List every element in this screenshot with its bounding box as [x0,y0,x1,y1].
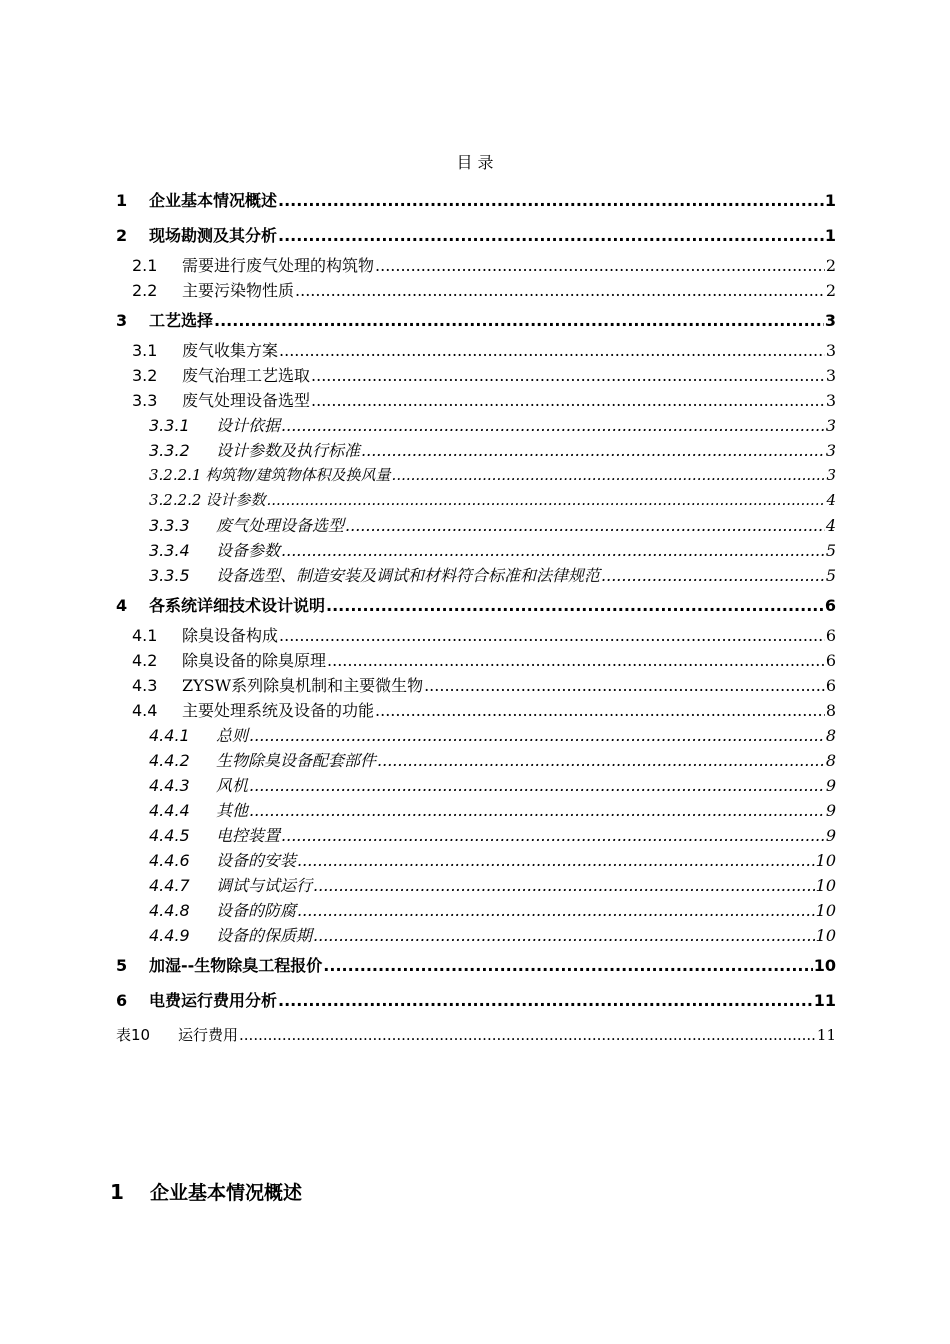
toc-entry-page: 5 [825,541,836,560]
toc-entry-number: 3 [116,311,128,330]
toc-entry-title: 企业基本情况概述 [149,191,278,210]
toc-entry-page: 4 [826,491,836,509]
toc-entry-page: 9 [825,776,836,795]
toc-entry-title: 废气收集方案 [182,341,279,360]
toc-entry-number: 3.3.4 [149,541,190,560]
toc-leader-dots [214,303,824,338]
toc-entry-number: 3.2 [132,366,158,385]
toc-entry[interactable] [116,798,836,823]
toc-entry-title: ZYSW系列除臭机制和主要微生物 [182,676,424,695]
table-of-contents [116,183,836,1053]
toc-entry-page: 1 [824,191,836,210]
toc-entry-number: 4.4 [132,701,158,720]
toc-entry[interactable] [116,673,836,698]
toc-entry[interactable] [116,463,836,488]
toc-entry-title: 需要进行废气处理的构筑物 [182,256,375,275]
toc-leader-dots [281,538,825,563]
toc-entry[interactable] [116,488,836,513]
toc-entry[interactable] [116,218,836,253]
toc-entry[interactable] [116,278,836,303]
toc-entry-number: 4.1 [132,626,158,645]
toc-entry-page: 11 [816,1026,836,1044]
toc-entry-title: 设计参数 [205,491,266,509]
toc-entry-number: 3.3.5 [149,566,190,585]
toc-entry-page: 3 [825,341,836,360]
toc-leader-dots [424,673,825,698]
section-heading [110,1178,302,1205]
toc-entry-number: 2.2 [132,281,158,300]
toc-entry-title: 现场勘测及其分析 [149,226,278,245]
toc-entry-number: 2.1 [132,256,158,275]
toc-entry-page: 6 [825,676,836,695]
toc-leader-dots [281,823,825,848]
toc-entry-title: 废气治理工艺选取 [182,366,311,385]
toc-entry-number: 4.4.3 [149,776,190,795]
toc-entry[interactable] [116,723,836,748]
toc-entry-page: 6 [825,651,836,670]
toc-entry-title: 构筑物/建筑物体积及换风量 [205,466,391,484]
toc-entry[interactable] [116,303,836,338]
toc-entry-title: 设计依据 [216,416,281,435]
toc-entry-page: 8 [825,751,836,770]
toc-entry-title: 调试与试运行 [216,876,313,895]
toc-leader-dots [313,873,815,898]
toc-entry[interactable] [116,823,836,848]
toc-leader-dots [601,563,825,588]
toc-entry[interactable] [116,413,836,438]
toc-entry[interactable] [116,623,836,648]
toc-entry-number: 2 [116,226,128,245]
toc-entry-page: 9 [825,826,836,845]
toc-leader-dots [295,278,825,303]
toc-entry-number: 4.3 [132,676,158,695]
toc-leader-dots [297,848,815,873]
toc-entry[interactable] [116,338,836,363]
toc-entry-number: 3.1 [132,341,158,360]
toc-entry-title: 其他 [216,801,249,820]
toc-entry-number: 3.3.3 [149,516,190,535]
toc-leader-dots [278,218,824,253]
section-number: 1 [110,1180,124,1204]
toc-entry-page: 6 [824,596,836,615]
toc-entry-number: 1 [116,191,128,210]
toc-entry-page: 4 [825,516,836,535]
toc-entry-title: 风机 [216,776,249,795]
toc-leader-dots [297,898,815,923]
toc-entry-number: 6 [116,991,128,1010]
toc-entry-title: 主要处理系统及设备的功能 [182,701,375,720]
toc-entry[interactable] [116,983,836,1018]
toc-entry-number: 3.2.2.1 [149,466,202,484]
toc-leader-dots [279,338,825,363]
toc-entry-number: 4.4.4 [149,801,190,820]
toc-entry-page: 10 [815,901,836,920]
toc-entry[interactable] [116,538,836,563]
toc-entry-number: 4.2 [132,651,158,670]
toc-entry-number: 3.3.1 [149,416,190,435]
toc-entry-page: 3 [825,366,836,385]
toc-entry[interactable] [116,648,836,673]
toc-leader-dots [249,798,825,823]
toc-entry-page: 9 [825,801,836,820]
toc-entry-page: 8 [825,726,836,745]
toc-entry[interactable] [116,773,836,798]
toc-entry-page: 3 [825,441,836,460]
toc-leader-dots [361,438,825,463]
toc-entry-number: 4.4.9 [149,926,190,945]
toc-leader-dots [345,513,825,538]
toc-entry-number: 4.4.8 [149,901,190,920]
toc-entry-title: 除臭设备的除臭原理 [182,651,327,670]
toc-entry-page: 6 [825,626,836,645]
toc-entry-number: 5 [116,956,128,975]
toc-leader-dots [311,388,825,413]
toc-entry-number: 3.3 [132,391,158,410]
toc-entry-page: 2 [825,256,836,275]
toc-entry-page: 10 [815,851,836,870]
toc-leader-dots [239,1018,816,1053]
toc-title: 目 录 [456,153,494,172]
toc-entry-title: 主要污染物性质 [182,281,295,300]
toc-entry-number: 4.4.1 [149,726,190,745]
toc-entry-title: 电费运行费用分析 [149,991,278,1010]
toc-entry-title: 除臭设备构成 [182,626,279,645]
toc-entry-title: 工艺选择 [149,311,214,330]
toc-entry-title: 各系统详细技术设计说明 [149,596,326,615]
toc-entry-title: 生物除臭设备配套部件 [216,751,377,770]
toc-leader-dots [249,773,825,798]
toc-leader-dots [375,698,825,723]
toc-entry-page: 3 [825,416,836,435]
toc-entry-number: 表10 [116,1026,151,1044]
toc-leader-dots [267,488,826,513]
toc-entry-number: 4.4.6 [149,851,190,870]
toc-entry-number: 3.2.2.2 [149,491,202,509]
toc-leader-dots [278,183,824,218]
toc-leader-dots [326,588,824,623]
toc-leader-dots [327,648,825,673]
toc-entry-title: 设计参数及执行标准 [216,441,361,460]
toc-leader-dots [313,923,815,948]
toc-leader-dots [311,363,825,388]
toc-leader-dots [377,748,825,773]
toc-entry[interactable] [116,388,836,413]
toc-entry[interactable] [116,588,836,623]
toc-entry[interactable] [116,253,836,278]
toc-entry-title: 设备的安装 [216,851,297,870]
toc-entry-number: 3.3.2 [149,441,190,460]
toc-entry-page: 8 [825,701,836,720]
toc-entry-page: 1 [824,226,836,245]
toc-leader-dots [278,983,813,1018]
toc-leader-dots [375,253,825,278]
toc-entry-title: 设备的防腐 [216,901,297,920]
toc-entry[interactable] [116,183,836,218]
toc-leader-dots [279,623,825,648]
toc-entry-title: 设备参数 [216,541,281,560]
toc-entry-page: 3 [824,311,836,330]
toc-leader-dots [323,948,812,983]
toc-entry-page: 2 [825,281,836,300]
toc-entry-title: 设备选型、制造安装及调试和材料符合标准和法律规范 [216,566,601,585]
toc-entry-page: 11 [813,991,836,1010]
toc-entry[interactable] [116,948,836,983]
toc-entry-title: 设备的保质期 [216,926,313,945]
toc-entry-page: 3 [825,391,836,410]
toc-entry[interactable] [116,513,836,538]
toc-entry-number: 4 [116,596,128,615]
toc-entry[interactable] [116,1018,836,1053]
toc-entry[interactable] [116,363,836,388]
toc-entry-page: 5 [825,566,836,585]
toc-entry[interactable] [116,923,836,948]
toc-entry-title: 电控装置 [216,826,281,845]
toc-entry[interactable] [116,848,836,873]
toc-entry-page: 10 [815,926,836,945]
toc-entry[interactable] [116,698,836,723]
toc-entry-title: 运行费用 [178,1026,239,1044]
toc-entry[interactable] [116,748,836,773]
toc-entry-page: 10 [813,956,836,975]
toc-leader-dots [392,463,826,488]
toc-entry[interactable] [116,563,836,588]
toc-entry-number: 4.4.2 [149,751,190,770]
toc-leader-dots [281,413,825,438]
toc-entry-page: 10 [815,876,836,895]
toc-entry-number: 4.4.7 [149,876,190,895]
toc-entry-number: 4.4.5 [149,826,190,845]
toc-leader-dots [249,723,825,748]
section-title: 企业基本情况概述 [150,1182,303,1204]
toc-entry[interactable] [116,898,836,923]
toc-entry-title: 加湿--生物除臭工程报价 [149,956,323,975]
toc-entry-page: 3 [826,466,836,484]
toc-entry[interactable] [116,438,836,463]
toc-entry-title: 废气处理设备选型 [182,391,311,410]
toc-entry[interactable] [116,873,836,898]
toc-entry-title: 总则 [216,726,249,745]
toc-entry-title: 废气处理设备选型 [216,516,345,535]
